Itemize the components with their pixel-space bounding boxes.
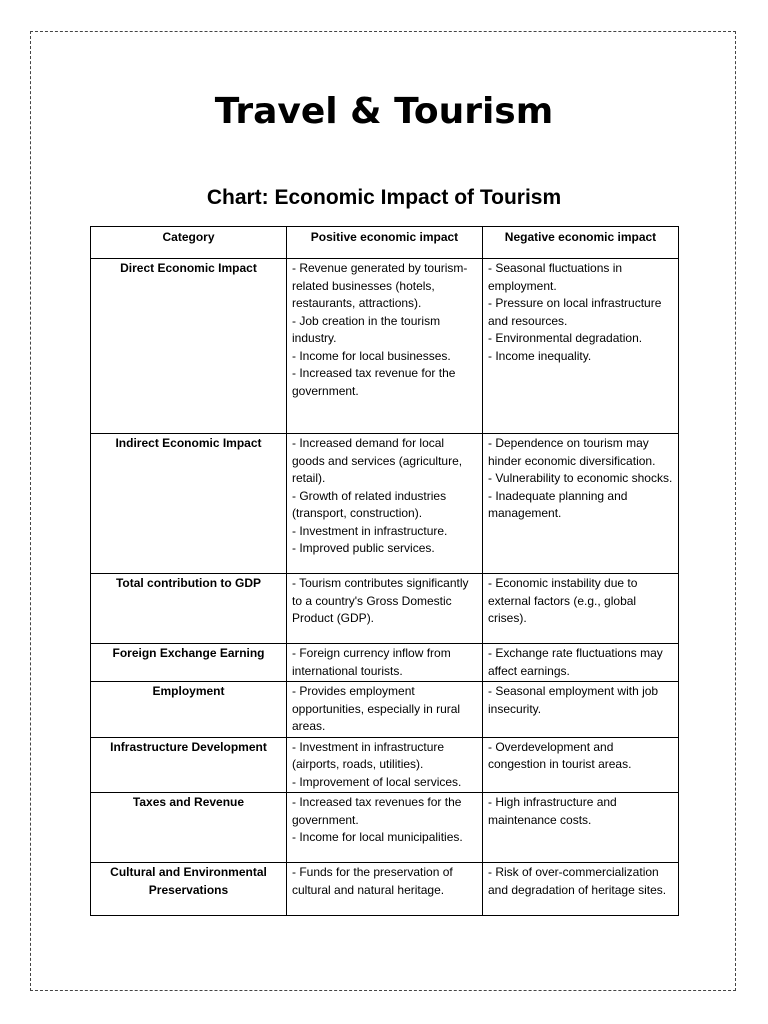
positive-impact-item: - Income for local businesses.	[292, 348, 451, 363]
table-row	[91, 793, 679, 863]
table-header-row	[91, 227, 679, 259]
positive-impact-item: - Increased tax revenues for the government.	[292, 795, 462, 827]
negative-impact-item: - Seasonal employment with job insecurity.	[488, 684, 659, 716]
table-row	[91, 682, 679, 738]
category-cell: Foreign Exchange Earning	[91, 644, 287, 682]
negative-impact-cell	[483, 737, 679, 793]
positive-impact-item: - Increased tax revenue for the government.	[292, 366, 456, 398]
table-body	[91, 259, 679, 916]
positive-impact-item: - Funds for the preservation of cultural and natural heritage.	[292, 865, 453, 897]
negative-impact-item: - Dependence on tourism may hinder economic diversification.	[488, 436, 656, 468]
positive-impact-item: - Improvement of local services.	[292, 774, 462, 789]
negative-impact-item: - Pressure on local infrastructure and resources.	[488, 296, 662, 328]
header-negative-impact: Negative economic impact	[483, 227, 679, 259]
category-cell: Total contribution to GDP	[91, 574, 287, 644]
negative-impact-item: - Economic instability due to external factors (e.g., global crises).	[488, 576, 638, 625]
table-row	[91, 644, 679, 682]
category-cell: Cultural and Environmental Preservations	[91, 863, 287, 916]
category-cell: Indirect Economic Impact	[91, 434, 287, 574]
positive-impact-cell	[287, 793, 483, 863]
category-cell: Infrastructure Development	[91, 737, 287, 793]
positive-impact-cell	[287, 863, 483, 916]
category-cell: Taxes and Revenue	[91, 793, 287, 863]
positive-impact-cell	[287, 682, 483, 738]
negative-impact-item: - High infrastructure and maintenance costs.	[488, 795, 617, 827]
positive-impact-item: - Growth of related industries (transport, construction).	[292, 488, 447, 520]
positive-impact-cell	[287, 259, 483, 434]
table-row	[91, 259, 679, 434]
positive-impact-item: - Tourism contributes significantly to a country's Gross Domestic Product (GDP).	[292, 576, 469, 625]
negative-impact-cell	[483, 259, 679, 434]
positive-impact-item: - Investment in infrastructure.	[292, 523, 448, 538]
header-category: Category	[91, 227, 287, 259]
table-row	[91, 434, 679, 574]
positive-impact-item: - Revenue generated by tourism-related businesses (hotels, restaurants, attractions).	[292, 261, 468, 310]
positive-impact-item: - Income for local municipalities.	[292, 830, 463, 844]
positive-impact-item: - Increased demand for local goods and services (agriculture, retail).	[292, 436, 463, 485]
negative-impact-item: - Vulnerability to economic shocks.	[488, 471, 673, 485]
positive-impact-item: - Foreign currency inflow from international tourists.	[292, 646, 451, 678]
table-row	[91, 737, 679, 793]
positive-impact-cell	[287, 574, 483, 644]
positive-impact-cell	[287, 644, 483, 682]
negative-impact-cell	[483, 682, 679, 738]
positive-impact-item: - Improved public services.	[292, 541, 435, 555]
positive-impact-item: - Job creation in the tourism industry.	[292, 313, 441, 345]
document-title: Travel & Tourism	[214, 91, 554, 132]
negative-impact-cell	[483, 434, 679, 574]
header-positive-impact: Positive economic impact	[287, 227, 483, 259]
negative-impact-cell	[483, 793, 679, 863]
category-cell: Employment	[91, 682, 287, 738]
table-row	[91, 863, 679, 916]
negative-impact-item: - Income inequality.	[488, 348, 592, 363]
positive-impact-cell	[287, 434, 483, 574]
positive-impact-cell	[287, 737, 483, 793]
negative-impact-item: - Environmental degradation.	[488, 331, 643, 345]
chart-title: Chart: Economic Impact of Tourism	[206, 186, 562, 209]
negative-impact-item: - Exchange rate fluctuations may affect earnings.	[488, 646, 663, 678]
negative-impact-cell	[483, 863, 679, 916]
negative-impact-item: - Risk of over-commercialization and degradation of heritage sites.	[488, 865, 667, 897]
negative-impact-item: - Inadequate planning and management.	[488, 488, 628, 520]
negative-impact-cell	[483, 574, 679, 644]
negative-impact-item: - Seasonal fluctuations in employment.	[488, 261, 623, 293]
category-cell: Direct Economic Impact	[91, 259, 287, 434]
negative-impact-cell	[483, 644, 679, 682]
positive-impact-item: - Investment in infrastructure (airports, roads, utilities).	[292, 739, 445, 771]
table-row	[91, 574, 679, 644]
positive-impact-item: - Provides employment opportunities, especially in rural areas.	[292, 684, 461, 733]
negative-impact-item: - Overdevelopment and congestion in tourist areas.	[488, 739, 632, 771]
economic-impact-table	[90, 226, 679, 916]
